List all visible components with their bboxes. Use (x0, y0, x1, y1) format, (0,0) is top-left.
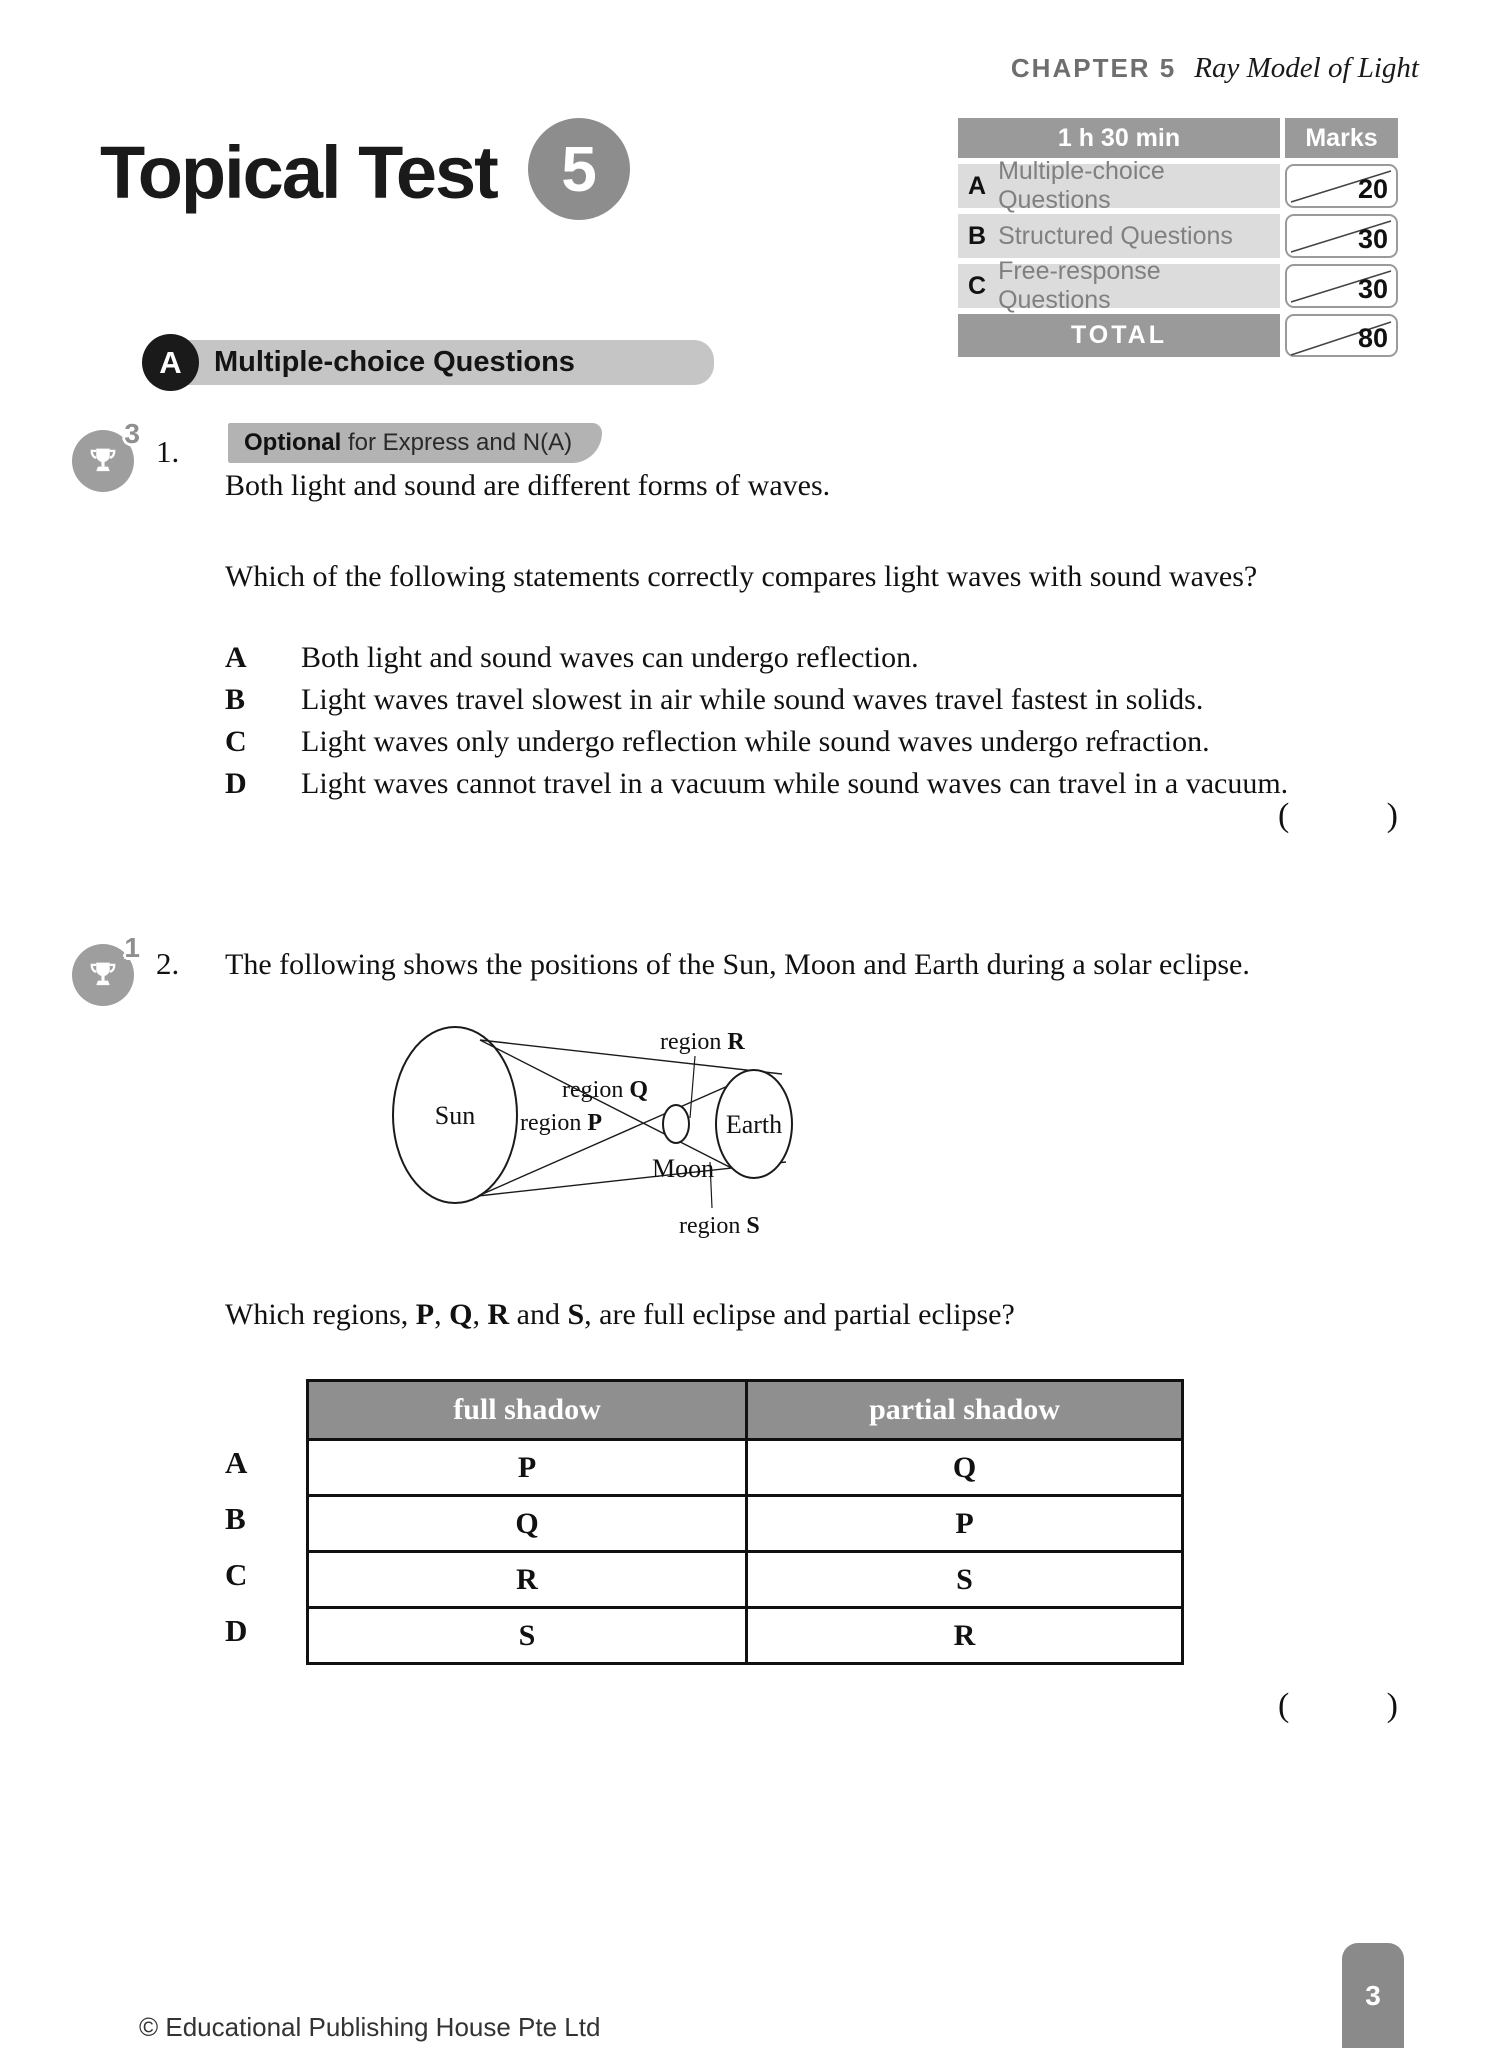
optional-badge (228, 423, 602, 463)
marks-row-b (958, 214, 1404, 258)
full-shadow-value: S (518, 1618, 536, 1652)
marks-score-box (1285, 164, 1398, 208)
region-r: R (487, 1298, 510, 1331)
section-letter: B (968, 221, 987, 250)
option-text: Light waves cannot travel in a vacuum while sound waves can travel in a vacuum. (301, 767, 1289, 800)
section-letter: A (968, 171, 987, 200)
full-shadow-value: R (516, 1562, 538, 1596)
row-letter-b: B (225, 1501, 246, 1536)
question-text: Which regions, (225, 1298, 416, 1331)
region-p-label: region P (520, 1110, 602, 1136)
shadow-table (306, 1379, 1184, 1665)
duration-cell: 1 h 30 min (958, 118, 1280, 158)
option-text: Light waves only undergo reflection while sound waves undergo refraction. (301, 725, 1210, 758)
marks-value: 30 (1357, 224, 1388, 254)
table-row (309, 1441, 1181, 1497)
test-number-badge (528, 118, 630, 220)
bracket-close: ) (1386, 797, 1398, 834)
marks-row-c (958, 257, 1404, 314)
optional-rest: for Express and N(A) (341, 429, 573, 456)
q1-question: Which of the following statements correctly compares light waves with sound waves? (225, 560, 1258, 593)
table-row (309, 1609, 1181, 1662)
q2-intro: The following shows the positions of the Sun, Moon and Earth during a solar eclipse. (225, 948, 1250, 981)
marks-value: 80 (1357, 323, 1388, 353)
mcq-row-letters (225, 1379, 285, 1659)
bracket-open: ( (1278, 797, 1290, 834)
trophy-cup-icon (85, 443, 121, 479)
partial-shadow-header: partial shadow (745, 1382, 1181, 1438)
full-shadow-value: Q (515, 1506, 539, 1540)
region-s: S (567, 1298, 585, 1331)
total-score-box (1285, 314, 1398, 357)
region-q: Q (449, 1298, 473, 1331)
trophy-cup-icon (85, 957, 121, 993)
option-d (225, 763, 1445, 805)
section-letter: C (968, 271, 987, 300)
trophy-count: 3 (124, 418, 140, 449)
section-label: Multiple-choice Questions (998, 157, 1165, 214)
region-q-label: region Q (562, 1077, 648, 1103)
chapter-number: CHAPTER 5 (1010, 53, 1177, 83)
difficulty-trophy-q1 (72, 418, 140, 492)
partial-shadow-value: Q (745, 1441, 1181, 1494)
q2-answer-brackets (1278, 1687, 1398, 1725)
marks-total-row (958, 314, 1404, 357)
marks-row-a (958, 157, 1404, 214)
section-label: Structured Questions (998, 221, 1233, 250)
marks-score-box (1285, 264, 1398, 308)
partial-shadow-value: R (745, 1609, 1181, 1662)
table-row (309, 1553, 1181, 1609)
region-r-pointer (690, 1056, 695, 1118)
chapter-header (1011, 52, 1419, 85)
partial-shadow-value: S (745, 1553, 1181, 1606)
q1-options (225, 637, 1445, 805)
optional-bold: Optional (244, 429, 342, 456)
marks-value: 20 (1357, 174, 1388, 204)
option-letter: D (225, 767, 247, 800)
q2-question: Which regions, P, Q, R and S, are full eclipse and partial eclipse? (225, 1298, 1015, 1331)
moon-label: Moon (652, 1154, 715, 1183)
marks-table (958, 118, 1404, 357)
sun-label: Sun (434, 1101, 476, 1130)
page-title: Topical Test (100, 131, 497, 214)
option-b (225, 679, 1445, 721)
option-a (225, 637, 1445, 679)
total-label-cell: TOTAL (958, 314, 1280, 357)
earth-label: Earth (725, 1110, 783, 1139)
option-letter: A (225, 641, 247, 674)
moon-circle (663, 1105, 689, 1143)
marks-header-cell: Marks (1285, 118, 1398, 158)
option-text: Light waves travel slowest in air while sound waves travel fastest in solids. (301, 683, 1204, 716)
row-letter-c: C (225, 1557, 248, 1592)
option-letter: C (225, 725, 247, 758)
row-letter-a: A (225, 1445, 248, 1480)
section-label: Free-response Questions (998, 257, 1161, 314)
region-s-label: region S (679, 1213, 760, 1239)
section-letter: A (159, 344, 182, 380)
bracket-close: ) (1386, 1687, 1398, 1724)
page-number-tab (1342, 1943, 1404, 2048)
eclipse-diagram (330, 1000, 1060, 1280)
table-row (309, 1497, 1181, 1553)
full-shadow-header: full shadow (453, 1393, 601, 1426)
option-letter: B (225, 683, 246, 716)
partial-shadow-value: P (745, 1497, 1181, 1550)
row-letter-d: D (225, 1613, 248, 1648)
region-p: P (415, 1298, 435, 1331)
difficulty-trophy-q2 (72, 932, 140, 1006)
bracket-open: ( (1278, 1687, 1290, 1724)
option-text: Both light and sound waves can undergo reflection. (301, 641, 919, 674)
region-r-label: region R (660, 1029, 745, 1055)
section-a-badge (142, 334, 199, 391)
full-shadow-value: P (517, 1450, 537, 1484)
marks-value: 30 (1357, 274, 1388, 304)
page-number: 3 (1365, 1979, 1381, 2011)
q2-number: 2. (156, 946, 180, 981)
q1-answer-brackets (1278, 797, 1398, 835)
trophy-count: 1 (124, 932, 140, 963)
test-number: 5 (561, 133, 597, 205)
q1-number: 1. (156, 434, 180, 469)
shadow-table-header (309, 1382, 1181, 1441)
section-a-bar (158, 340, 714, 385)
q1-statement: Both light and sound are different forms of waves. (225, 469, 831, 502)
chapter-title: Ray Model of Light (1194, 52, 1419, 84)
section-title: Multiple-choice Questions (214, 346, 575, 378)
marks-table-header-row (958, 118, 1404, 158)
option-c (225, 721, 1445, 763)
marks-score-box (1285, 214, 1398, 258)
copyright-text: © Educational Publishing House Pte Ltd (139, 2012, 601, 2042)
